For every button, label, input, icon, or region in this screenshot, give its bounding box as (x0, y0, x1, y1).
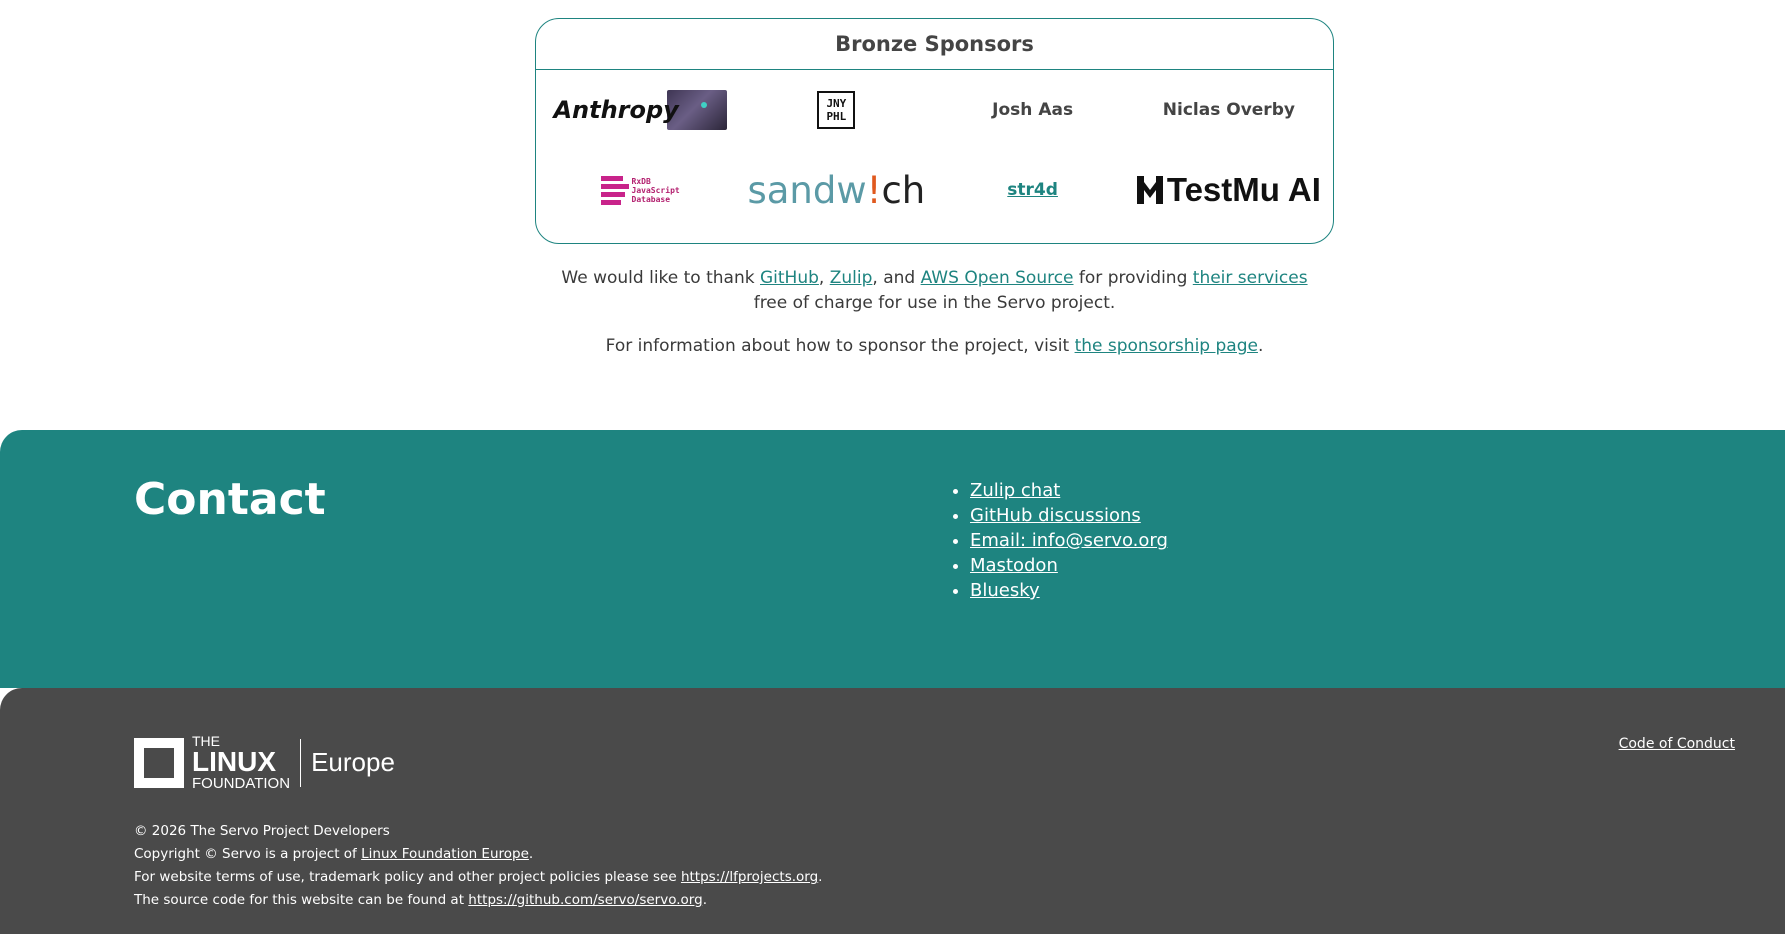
linux-foundation-europe-logo[interactable] (134, 734, 395, 791)
jnyphl-line2: PHL (826, 110, 847, 123)
linux-foundation-europe-link[interactable]: Linux Foundation Europe (361, 846, 529, 862)
jnyphl-logo[interactable] (817, 91, 855, 129)
sandwich-logo[interactable]: sandw!ch (747, 168, 926, 212)
github-discussions-link[interactable]: GitHub discussions (970, 505, 1141, 526)
lfprojects-link[interactable]: https://lfprojects.org (680, 869, 819, 885)
jnyphl-line1: JNY (826, 97, 847, 110)
email-link[interactable]: Email: info@servo.org (970, 530, 1168, 551)
contact-links-list (948, 478, 1168, 603)
sponsor-testmu[interactable] (1131, 150, 1327, 230)
code-of-conduct-link[interactable]: Code of Conduct (1618, 736, 1735, 752)
sponsor-jnyphl[interactable] (738, 70, 934, 150)
bluesky-link[interactable]: Bluesky (970, 580, 1040, 601)
rxdb-logo[interactable] (601, 176, 680, 205)
zulip-chat-link[interactable]: Zulip chat (970, 480, 1061, 501)
legal-text (134, 820, 822, 912)
thanks-paragraph: We would like to thank GitHub, Zulip, and AWS Open Source for providing their services free of charge for use in the Servo project. (561, 268, 1308, 313)
bronze-sponsors-box (535, 18, 1334, 244)
list-item (970, 503, 1168, 528)
project-line: Copyright © Servo is a project of Linux Foundation Europe. (134, 846, 534, 862)
source-line: The source code for this website can be found at https://github.com/servo/servo.org. (134, 892, 707, 908)
list-item (970, 578, 1168, 603)
sponsor-josh-aas: Josh Aas (992, 100, 1074, 120)
contact-section (0, 430, 1785, 688)
sponsor-anthropy[interactable] (542, 70, 738, 150)
sponsor-str4d[interactable] (935, 150, 1131, 230)
terms-line: For website terms of use, trademark policy and other project policies please see https://lfprojects.org. (134, 869, 823, 885)
code-of-conduct (1619, 736, 1735, 752)
lf-square-icon (134, 738, 184, 788)
testmu-mark-icon (1137, 176, 1163, 204)
list-item (970, 553, 1168, 578)
rxdb-text: RxDB JavaScript Database (631, 176, 680, 204)
thanks-suffix: free of charge for use in the Servo project. (753, 293, 1116, 313)
mastodon-link[interactable]: Mastodon (970, 555, 1058, 576)
thanks-prefix: We would like to thank (561, 268, 760, 288)
sponsor-sandwich[interactable] (738, 150, 934, 230)
source-code-link[interactable]: https://github.com/servo/servo.org (468, 892, 703, 908)
contact-heading: Contact (134, 474, 326, 525)
zulip-link[interactable]: Zulip (829, 268, 873, 288)
copyright-line: © 2026 The Servo Project Developers (134, 823, 390, 839)
bronze-sponsors-title: Bronze Sponsors (536, 19, 1333, 70)
anthropy-logo[interactable] (553, 90, 726, 130)
sponsor-niclas-overby: Niclas Overby (1162, 100, 1295, 120)
lf-wordmark: THE LINUX FOUNDATION (192, 733, 291, 792)
str4d-link[interactable]: str4d (1007, 180, 1058, 200)
anthropy-wordmark: Anthropy (553, 96, 679, 124)
lf-europe-text: Europe (311, 747, 395, 777)
testmu-wordmark: TestMu AI (1166, 171, 1321, 208)
list-item (970, 478, 1168, 503)
github-link[interactable]: GitHub (760, 268, 819, 288)
list-item (970, 528, 1168, 553)
testmu-logo[interactable] (1137, 171, 1321, 209)
sponsor-info-paragraph: For information about how to sponsor the project, visit the sponsorship page. (605, 336, 1264, 356)
rxdb-bars-icon (601, 176, 629, 205)
sponsor-rxdb[interactable] (542, 150, 738, 230)
site-footer (0, 688, 1785, 934)
logo-divider (300, 739, 301, 787)
sponsorship-page-link[interactable]: the sponsorship page (1074, 336, 1258, 356)
their-services-link[interactable]: their services (1192, 268, 1308, 288)
sponsor-grid (536, 70, 1333, 230)
aws-open-source-link[interactable]: AWS Open Source (920, 268, 1074, 288)
